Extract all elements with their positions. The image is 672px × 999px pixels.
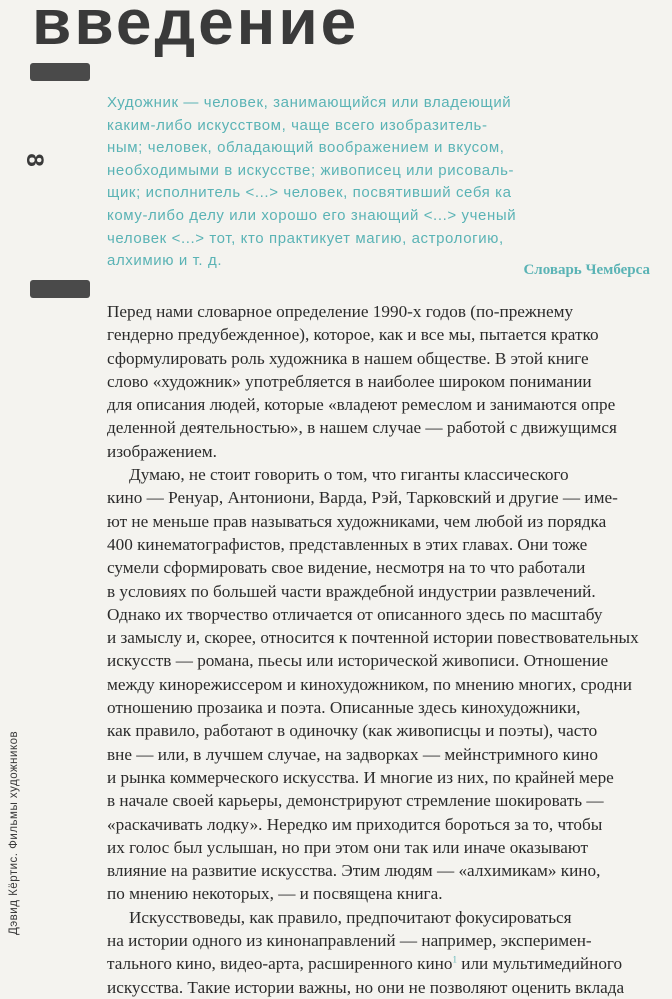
epigraph-line: человек <...> тот, кто практикует магию, астрологию,: [107, 229, 504, 247]
body-line: гендерно предубежденное), которое, как и все мы, пытается кратко: [107, 325, 599, 345]
epigraph-line: Художник — человек, занимающийся или владеющий: [107, 94, 512, 111]
body-line: на истории одного из кинонаправлений — например, эксперимен-: [107, 931, 592, 951]
body-line: слово «художник» употребляется в наиболее широком понимании: [107, 371, 592, 391]
body-line: кино — Ренуар, Антониони, Варда, Рэй, Тарковский и другие — име-: [107, 488, 618, 508]
body-line: отношению прозаика и поэта. Описанные здесь кинохудожники,: [107, 698, 581, 718]
epigraph-line: кому-либо делу или хорошо его знающий <...> ученый: [107, 206, 517, 224]
epigraph: [107, 92, 637, 273]
body-line-text: или мультимедийного: [456, 954, 623, 974]
epigraph-attribution: Словарь Чемберса: [523, 262, 650, 278]
body-line: их голос был услышан, но при этом они так или иначе оказывают: [107, 837, 588, 857]
body-line: ют не меньше прав называться художниками, чем любой из порядка: [107, 511, 607, 531]
body-line: «раскачивать лодку». Нередко им приходится бороться за то, чтобы: [107, 814, 603, 834]
body-line: в начале своей карьеры, демонстрируют стремление шокировать —: [107, 791, 604, 811]
body-line: Думаю, не стоит говорить о том, что гиганты классического: [129, 465, 569, 485]
body-line: между кинорежиссером и кинохудожником, по мнению многих, сродни: [107, 674, 632, 694]
body-line: Искусствоведы, как правило, предпочитают фокусироваться: [129, 907, 572, 927]
epigraph-line: необходимыми в искусстве; живописец или рисоваль-: [107, 161, 515, 179]
body-line: изображением.: [107, 441, 217, 461]
body-line: для описания людей, которые «владеют ремеслом и занимаются опре: [107, 395, 616, 415]
body-line: влияние на развитие искусства. Этим людям — «алхимикам» кино,: [107, 861, 601, 881]
body-line-text: тального кино, видео-арта, расширенного кино: [107, 954, 453, 974]
body-line: Однако их творчество отличается от описанного здесь по масштабу: [107, 604, 603, 624]
body-line: 400 кинематографистов, представленных в этих главах. Они тоже: [107, 534, 588, 554]
body-line: вне — или, в лучшем случае, на задворках — мейнстримного кино: [107, 744, 598, 764]
body-line: искусств — романа, пьесы или исторической живописи. Отношение: [107, 651, 609, 671]
decorative-bar-top: [30, 63, 90, 81]
body-line: как правило, работают в одиночку (как живописцы и поэты), часто: [107, 721, 598, 741]
body-line: деленной деятельностью», в нашем случае — работой с движущимся: [107, 418, 617, 438]
body-line: сформулировать роль художника в нашем обществе. В этой книге: [107, 348, 589, 368]
footnote-marker[interactable]: 1: [452, 954, 457, 965]
body-line: в условиях по большей части враждебной индустрии развлечений.: [107, 581, 596, 601]
decorative-bar-bottom: [30, 280, 90, 298]
body-line: сумели сформировать свое видение, несмотря на то что работали: [107, 558, 586, 578]
epigraph-line: ным; человек, обладающий воображением и вкусом,: [107, 139, 505, 157]
epigraph-line: каким-либо искусством, чаще всего изобразитель-: [107, 116, 488, 134]
epigraph-line: щик; исполнитель <...> человек, посвятивший себя ка: [107, 184, 512, 202]
epigraph-line: алхимию и т. д.: [107, 252, 223, 270]
body-line: и рынка коммерческого искусства. И многие из них, по крайней мере: [107, 767, 614, 787]
body-text: [107, 300, 653, 999]
body-line: искусства. Такие истории важны, но они не позволяют оценить вклада: [107, 977, 625, 997]
body-line: Перед нами словарное определение 1990-х годов (по-прежнему: [107, 302, 574, 321]
body-line: по мнению некоторых, — и посвящена книга.: [107, 884, 443, 904]
chapter-title: введение: [32, 0, 360, 58]
body-line: [107, 952, 653, 975]
body-line: и замыслу и, скорее, относится к почтенной истории повествовательных: [107, 628, 639, 648]
running-head: Дэвид Кёртис. Фильмы художников: [8, 730, 20, 935]
page-number: 8: [21, 153, 48, 167]
